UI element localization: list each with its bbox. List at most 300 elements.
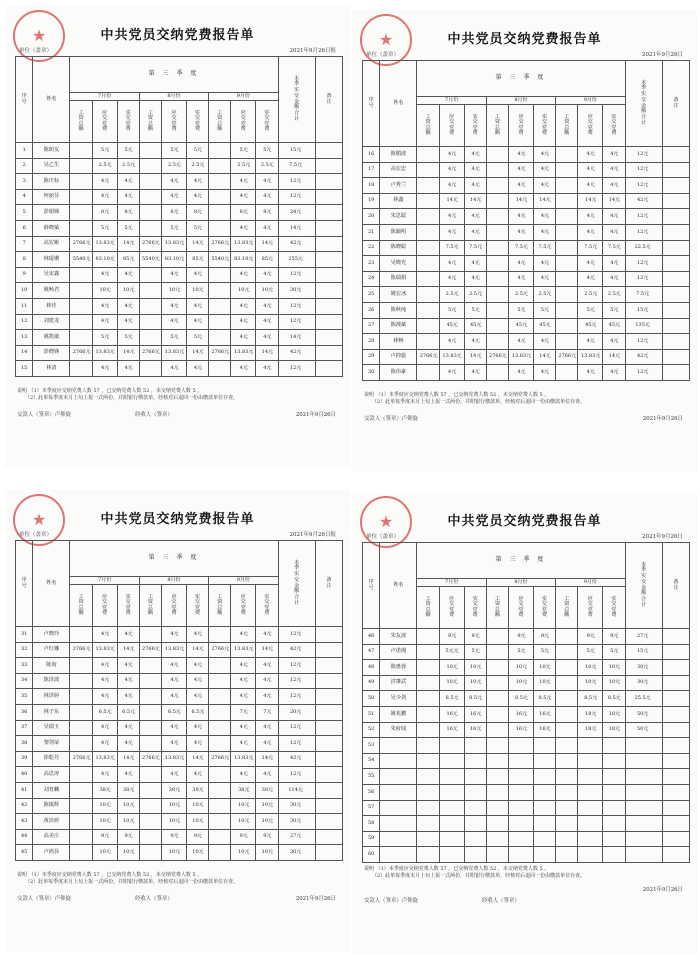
table-row xyxy=(363,147,690,163)
table-row xyxy=(16,143,343,159)
amount-cell: 9元 xyxy=(162,829,187,845)
col-header-quarter: 第 三 季 度 xyxy=(70,541,278,577)
amount-cell xyxy=(509,816,534,832)
amount-cell: 4元 xyxy=(162,627,187,643)
col-header-seq-text: 序号 xyxy=(21,576,27,589)
quarter-total: 42元 xyxy=(278,751,315,767)
amount-cell: 4元 xyxy=(533,178,555,194)
col-header-field xyxy=(417,587,439,629)
table-row xyxy=(363,816,690,832)
amount-cell: 4元 xyxy=(186,361,208,377)
amount-cell: 4元 xyxy=(603,365,625,381)
member-name: 林清 xyxy=(33,361,70,377)
amount-cell xyxy=(486,722,508,738)
row-number: 3 xyxy=(16,174,33,190)
amount-cell xyxy=(509,769,534,785)
amount-cell: 14元 xyxy=(256,236,278,252)
col-header-month: 8月份 xyxy=(486,97,555,105)
amount-cell: 5元 xyxy=(533,302,555,318)
remarks-cell xyxy=(315,143,342,159)
amount-cell: 4元 xyxy=(256,673,278,689)
row-number: 49 xyxy=(363,675,380,691)
amount-cell xyxy=(209,736,231,752)
row-number: 20 xyxy=(363,209,380,225)
amount-cell: 10元 xyxy=(117,283,139,299)
amount-cell: 4元 xyxy=(533,256,555,272)
amount-cell: 9元 xyxy=(578,629,603,645)
report-title: 中共党员交纳党费报告单 xyxy=(100,28,255,43)
amount-cell: 10元 xyxy=(186,814,208,830)
amount-cell xyxy=(603,800,625,816)
quarter-total xyxy=(625,847,662,863)
amount-cell: 4元 xyxy=(439,178,464,194)
report-sheet-1 xyxy=(5,6,350,468)
amount-cell: 4元 xyxy=(603,209,625,225)
row-number: 29 xyxy=(363,349,380,365)
amount-cell xyxy=(486,800,508,816)
quarter-total xyxy=(625,784,662,800)
table-row xyxy=(16,704,343,720)
amount-cell: 7.5元 xyxy=(603,240,625,256)
amount-cell xyxy=(417,629,439,645)
amount-cell: 4元 xyxy=(186,720,208,736)
col-header-seq-text: 序号 xyxy=(368,96,374,109)
member-name: 陈晓聪 xyxy=(380,240,417,256)
table-row xyxy=(363,691,690,707)
member-name: 刘建龙 xyxy=(33,314,70,330)
table-row xyxy=(363,178,690,194)
amount-cell: 14元 xyxy=(533,349,555,365)
amount-cell xyxy=(417,334,439,350)
receiver-signature: 经收人（签章） xyxy=(135,896,173,902)
col-header-field-text: 应交党费 xyxy=(449,595,455,618)
note-line: （2）此单每季度末月上旬上报一式两份，并附银行缴款单，经核对后退回一份由缴款单位存查。 xyxy=(25,879,239,885)
member-name: 陈漫斌 xyxy=(380,318,417,334)
remarks-cell xyxy=(315,361,342,377)
amount-cell: 4元 xyxy=(117,189,139,205)
amount-cell xyxy=(417,706,439,722)
amount-cell xyxy=(417,302,439,318)
amount-cell xyxy=(417,769,439,785)
amount-cell xyxy=(533,800,555,816)
table-row xyxy=(16,205,343,221)
amount-cell: 13.83元 xyxy=(162,236,187,252)
amount-cell xyxy=(70,158,92,174)
amount-cell: 16元 xyxy=(509,706,534,722)
member-name: 姚宏冰 xyxy=(380,287,417,303)
amount-cell xyxy=(556,287,578,303)
quarter-total: 7.5元 xyxy=(625,287,662,303)
col-header-remarks xyxy=(315,541,342,627)
table-row xyxy=(16,627,343,643)
quarter-total: 12元 xyxy=(625,271,662,287)
amount-cell: 5元 xyxy=(92,220,117,236)
quarter-total: 42元 xyxy=(278,642,315,658)
amount-cell: 4元 xyxy=(509,162,534,178)
amount-cell: 4元 xyxy=(186,314,208,330)
payer-signature: 交款人（签章）卢仰旋 xyxy=(17,412,71,418)
amount-cell: 13.83元 xyxy=(92,236,117,252)
amount-cell xyxy=(439,753,464,769)
row-number: 30 xyxy=(363,365,380,381)
amount-cell xyxy=(486,629,508,645)
amount-cell xyxy=(556,769,578,785)
quarter-total: 12元 xyxy=(278,298,315,314)
amount-cell xyxy=(486,769,508,785)
dues-table xyxy=(15,56,343,377)
col-header-field-text: 工资总额 xyxy=(564,113,570,136)
member-name: 陈朗友 xyxy=(33,143,70,159)
remarks-cell xyxy=(662,287,689,303)
col-header-total-text: 本季实交金额合计 xyxy=(294,559,300,606)
amount-cell xyxy=(139,205,161,221)
table-row xyxy=(363,193,690,209)
amount-cell: 4元 xyxy=(92,267,117,283)
row-number: 12 xyxy=(16,314,33,330)
payer-signature: 交款人（签章）卢仰旋 xyxy=(17,896,71,902)
row-number: 24 xyxy=(363,271,380,287)
amount-cell: 4元 xyxy=(186,658,208,674)
amount-cell xyxy=(464,816,486,832)
amount-cell xyxy=(603,847,625,863)
member-name: 高宏彬 xyxy=(33,236,70,252)
amount-cell: 5元 xyxy=(162,143,187,159)
amount-cell: 4元 xyxy=(231,314,256,330)
amount-cell: 2766元 xyxy=(417,349,439,365)
amount-cell: 14元 xyxy=(117,345,139,361)
table-row xyxy=(16,689,343,705)
table-row xyxy=(363,738,690,754)
table-row xyxy=(363,240,690,256)
amount-cell: 10元 xyxy=(256,283,278,299)
amount-cell xyxy=(70,814,92,830)
col-header-total-text: 本季实交金额合计 xyxy=(294,75,300,122)
quarter-total: 12元 xyxy=(278,361,315,377)
amount-cell: 45元 xyxy=(439,318,464,334)
amount-cell xyxy=(70,189,92,205)
amount-cell xyxy=(70,205,92,221)
amount-cell xyxy=(464,784,486,800)
amount-cell: 4元 xyxy=(603,224,625,240)
amount-cell: 7元 xyxy=(256,704,278,720)
amount-cell: 14元 xyxy=(578,193,603,209)
amount-cell xyxy=(209,205,231,221)
amount-cell: 45元 xyxy=(509,318,534,334)
amount-cell: 2.5元 xyxy=(186,158,208,174)
amount-cell: 5元 xyxy=(92,330,117,346)
remarks-cell xyxy=(662,816,689,832)
amount-cell xyxy=(486,240,508,256)
amount-cell: 5元 xyxy=(464,302,486,318)
amount-cell xyxy=(417,162,439,178)
amount-cell: 5540元 xyxy=(209,252,231,268)
amount-cell: 4元 xyxy=(256,298,278,314)
amount-cell: 6.5元 xyxy=(92,704,117,720)
row-number: 19 xyxy=(363,193,380,209)
amount-cell: 13.83元 xyxy=(92,642,117,658)
amount-cell xyxy=(486,271,508,287)
amount-cell xyxy=(70,704,92,720)
amount-cell xyxy=(556,193,578,209)
row-number: 38 xyxy=(16,736,33,752)
row-number: 57 xyxy=(363,800,380,816)
table-row xyxy=(363,334,690,350)
payer-signature: 交款人（签章）卢仰旋 xyxy=(364,416,418,422)
amount-cell: 4元 xyxy=(162,189,187,205)
table-row xyxy=(363,706,690,722)
amount-cell: 4元 xyxy=(186,673,208,689)
remarks-cell xyxy=(315,158,342,174)
amount-cell xyxy=(486,256,508,272)
col-header-seq xyxy=(16,57,33,143)
note-line: 说明 （1）本季度应交纳党费人数 57 ，已交纳党费人数 52 ，未交纳党费人数 5 。 xyxy=(17,872,203,878)
amount-cell: 5元 xyxy=(578,644,603,660)
amount-cell xyxy=(464,831,486,847)
amount-cell: 5540元 xyxy=(70,252,92,268)
table-row xyxy=(363,318,690,334)
amount-cell xyxy=(578,816,603,832)
col-header-field-text: 工资总额 xyxy=(147,593,154,616)
amount-cell: 2.5元 xyxy=(92,158,117,174)
table-row xyxy=(363,629,690,645)
amount-cell: 14元 xyxy=(533,193,555,209)
report-date: 2021年9月26日 xyxy=(642,52,683,58)
amount-cell: 4元 xyxy=(439,147,464,163)
col-header-field-text: 应交党费 xyxy=(518,113,524,136)
amount-cell: 83.10元 xyxy=(231,252,256,268)
amount-cell: 5元 xyxy=(578,302,603,318)
col-header-field xyxy=(486,105,508,147)
col-header-field-text: 应交党费 xyxy=(587,595,593,618)
amount-cell xyxy=(209,704,231,720)
amount-cell xyxy=(209,361,231,377)
amount-cell xyxy=(486,660,508,676)
amount-cell: 5元 xyxy=(117,330,139,346)
amount-cell: 10元 xyxy=(256,814,278,830)
amount-cell: 10元 xyxy=(509,660,534,676)
amount-cell: 5元 xyxy=(92,143,117,159)
member-name: 陈秋纯 xyxy=(380,302,417,318)
quarter-total: 7.5元 xyxy=(278,158,315,174)
amount-cell xyxy=(533,753,555,769)
amount-cell: 13.83元 xyxy=(231,236,256,252)
row-number: 48 xyxy=(363,660,380,676)
amount-cell xyxy=(139,330,161,346)
amount-cell: 4元 xyxy=(92,627,117,643)
amount-cell: 2766元 xyxy=(139,751,161,767)
col-header-quarter: 第 三 季 度 xyxy=(70,57,278,93)
quarter-total xyxy=(625,738,662,754)
table-row xyxy=(363,769,690,785)
row-number: 1 xyxy=(16,143,33,159)
remarks-cell xyxy=(662,147,689,163)
amount-cell: 4元 xyxy=(162,298,187,314)
amount-cell xyxy=(139,689,161,705)
col-header-field-text: 实交党费 xyxy=(264,109,270,132)
quarter-total xyxy=(625,831,662,847)
col-header-total xyxy=(278,541,315,627)
amount-cell: 4元 xyxy=(578,334,603,350)
amount-cell: 4元 xyxy=(578,147,603,163)
quarter-total: 12元 xyxy=(625,365,662,381)
amount-cell xyxy=(533,738,555,754)
amount-cell: 8.5元 xyxy=(464,691,486,707)
remarks-cell xyxy=(662,831,689,847)
amount-cell xyxy=(70,673,92,689)
col-header-month: 8月份 xyxy=(139,577,208,585)
remarks-cell xyxy=(662,738,689,754)
row-number: 6 xyxy=(16,220,33,236)
amount-cell: 2766元 xyxy=(209,236,231,252)
col-header-month: 7月份 xyxy=(70,577,139,585)
amount-cell: 4元 xyxy=(464,209,486,225)
amount-cell xyxy=(486,209,508,225)
amount-cell: 7.5元 xyxy=(464,240,486,256)
col-header-field xyxy=(70,101,92,143)
amount-cell xyxy=(139,814,161,830)
amount-cell: 2766元 xyxy=(70,751,92,767)
amount-cell: 5元 xyxy=(464,644,486,660)
amount-cell: 5元 xyxy=(186,330,208,346)
col-header-month: 8月份 xyxy=(486,579,555,587)
amount-cell: 16元 xyxy=(439,706,464,722)
amount-cell xyxy=(556,706,578,722)
col-header-field xyxy=(439,587,464,629)
col-header-field-text: 实交党费 xyxy=(194,109,201,132)
amount-cell: 4元 xyxy=(92,767,117,783)
amount-cell xyxy=(603,784,625,800)
amount-cell: 4元 xyxy=(117,298,139,314)
table-row xyxy=(363,209,690,225)
remarks-cell xyxy=(662,722,689,738)
amount-cell: 2766元 xyxy=(209,751,231,767)
amount-cell xyxy=(417,847,439,863)
remarks-cell xyxy=(315,689,342,705)
quarter-total: 42元 xyxy=(278,345,315,361)
col-header-remarks-text: 备注 xyxy=(326,576,332,589)
amount-cell: 10元 xyxy=(231,814,256,830)
amount-cell xyxy=(603,831,625,847)
remarks-cell xyxy=(662,800,689,816)
amount-cell: 2766元 xyxy=(556,349,578,365)
amount-cell: 4元 xyxy=(464,256,486,272)
amount-cell xyxy=(556,224,578,240)
amount-cell: 4元 xyxy=(603,334,625,350)
amount-cell: 10元 xyxy=(509,675,534,691)
amount-cell: 4元 xyxy=(117,736,139,752)
remarks-cell xyxy=(662,675,689,691)
unit-label: 单位（盖章） xyxy=(19,48,53,54)
amount-cell xyxy=(486,302,508,318)
amount-cell: 4元 xyxy=(92,314,117,330)
amount-cell: 5元 xyxy=(603,644,625,660)
amount-cell xyxy=(556,691,578,707)
col-header-field xyxy=(603,587,625,629)
col-header-total-text: 本季实交金额合计 xyxy=(641,561,647,608)
remarks-cell xyxy=(315,627,342,643)
amount-cell xyxy=(578,800,603,816)
amount-cell: 2766元 xyxy=(70,642,92,658)
table-row xyxy=(16,798,343,814)
remarks-cell xyxy=(315,751,342,767)
col-header-field-text: 实交党费 xyxy=(264,593,270,616)
amount-cell: 4元 xyxy=(509,178,534,194)
table-row xyxy=(363,271,690,287)
col-header-name: 姓名 xyxy=(33,541,70,627)
amount-cell: 14元 xyxy=(256,345,278,361)
col-header-field xyxy=(231,585,256,627)
row-number: 8 xyxy=(16,252,33,268)
member-name: 吴瑞玉 xyxy=(33,720,70,736)
row-number: 14 xyxy=(16,345,33,361)
amount-cell xyxy=(486,753,508,769)
notes xyxy=(364,866,689,880)
col-header-field-text: 工资总额 xyxy=(147,109,154,132)
amount-cell: 4元 xyxy=(186,298,208,314)
remarks-cell xyxy=(662,302,689,318)
signature-footer xyxy=(17,894,336,902)
amount-cell: 4元 xyxy=(509,271,534,287)
amount-cell xyxy=(486,162,508,178)
amount-cell xyxy=(70,143,92,159)
amount-cell xyxy=(209,798,231,814)
member-name: 卢晓玲 xyxy=(33,627,70,643)
amount-cell xyxy=(70,720,92,736)
quarter-total: 12元 xyxy=(625,147,662,163)
table-row xyxy=(363,800,690,816)
amount-cell: 13.83元 xyxy=(439,349,464,365)
col-header-month: 9月份 xyxy=(556,97,625,105)
quarter-total: 30元 xyxy=(625,675,662,691)
table-row xyxy=(16,252,343,268)
quarter-total: 50元 xyxy=(625,706,662,722)
amount-cell: 8.5元 xyxy=(533,691,555,707)
amount-cell: 4元 xyxy=(117,658,139,674)
amount-cell: 4元 xyxy=(186,689,208,705)
amount-cell: 2766元 xyxy=(486,349,508,365)
amount-cell: 6.5元 xyxy=(117,704,139,720)
amount-cell: 4元 xyxy=(439,162,464,178)
col-header-field xyxy=(417,105,439,147)
report-date: 2021年9月26日 xyxy=(642,534,683,540)
amount-cell: 4元 xyxy=(256,627,278,643)
amount-cell: 4元 xyxy=(231,673,256,689)
amount-cell: 38元 xyxy=(256,782,278,798)
col-header-month: 7月份 xyxy=(417,579,486,587)
amount-cell xyxy=(464,800,486,816)
row-number: 35 xyxy=(16,689,33,705)
quarter-total: 20元 xyxy=(278,704,315,720)
amount-cell: 4元 xyxy=(231,720,256,736)
row-number: 36 xyxy=(16,704,33,720)
amount-cell: 4元 xyxy=(464,365,486,381)
row-number: 34 xyxy=(16,673,33,689)
amount-cell xyxy=(70,782,92,798)
amount-cell xyxy=(578,847,603,863)
amount-cell: 14元 xyxy=(117,642,139,658)
amount-cell: 10元 xyxy=(162,814,187,830)
amount-cell xyxy=(417,193,439,209)
table-row xyxy=(16,658,343,674)
quarter-total: 27元 xyxy=(278,829,315,845)
amount-cell: 38元 xyxy=(231,782,256,798)
member-name: 林瑷珊 xyxy=(33,252,70,268)
table-row xyxy=(363,753,690,769)
row-number: 21 xyxy=(363,224,380,240)
col-header-field xyxy=(578,105,603,147)
amount-cell xyxy=(139,174,161,190)
amount-cell xyxy=(486,224,508,240)
